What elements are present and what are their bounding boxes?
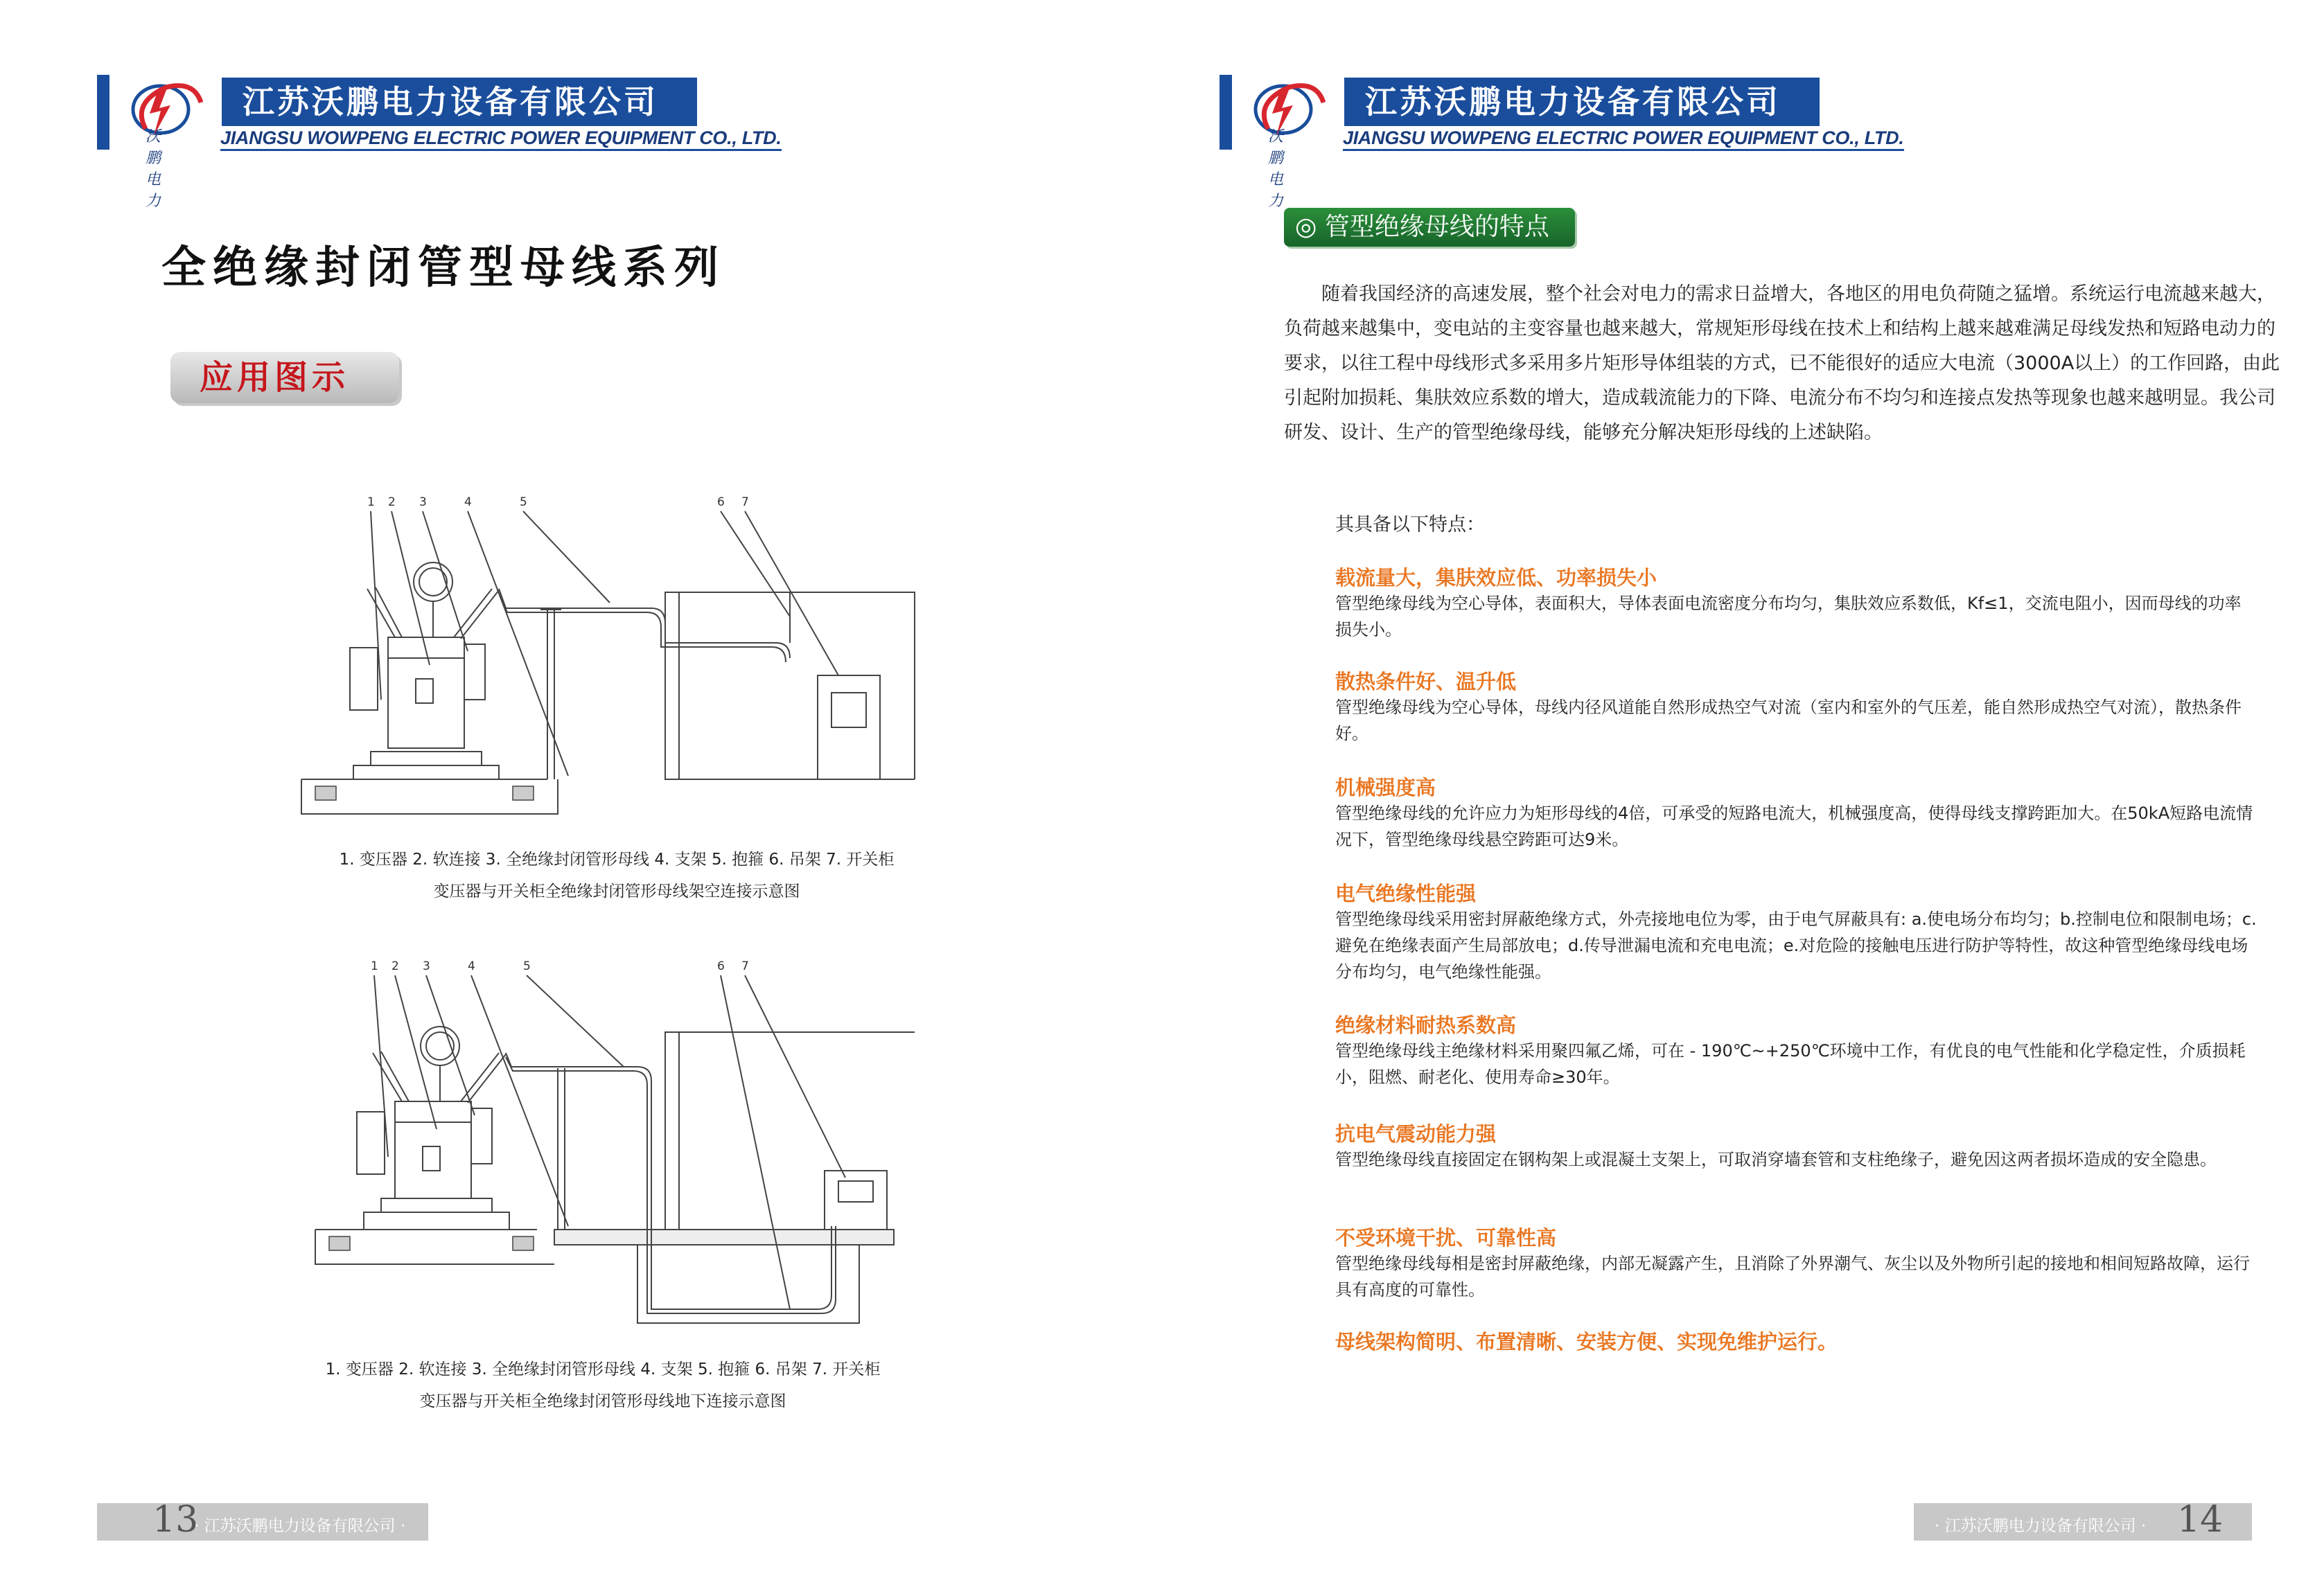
- callout-6: 6: [717, 959, 725, 973]
- page-title: 全绝缘封闭管型母线系列: [161, 242, 725, 294]
- feature-title: 不受环境干扰、可靠性高: [1335, 1226, 1557, 1250]
- feature-body: 管型绝缘母线为空心导体，表面积大，导体表面电流密度分布均匀，集肤效应系数低，Kf≤1，交流电阻小，因而母线的功率损失小。: [1335, 594, 2242, 639]
- footer: [1914, 1499, 2252, 1541]
- company-name-cn: 江苏沃鹏电力设备有限公司: [222, 78, 697, 126]
- right-page: [1162, 0, 2324, 1587]
- logo-text: 沃鹏电力: [1268, 128, 1284, 210]
- feature-body: 管型绝缘母线直接固定在钢构架上或混凝土支架上，可取消穿墙套管和支柱绝缘子，避免因这两者损坏造成的安全隐患。: [1335, 1150, 2217, 1169]
- company-name-en: JIANGSU WOWPENG ELECTRIC POWER EQUIPMENT CO., LTD.: [220, 127, 782, 151]
- overhead-connection-diagram: [291, 485, 928, 824]
- callout-2: 2: [391, 959, 399, 973]
- feature-body: 管型绝缘母线每相是密封屏蔽绝缘，内部无凝露产生，且消除了外界潮气、灰尘以及外物所引起的接地和相间短路故障，运行具有高度的可靠性。: [1335, 1254, 2250, 1300]
- logo-text: 沃鹏电力: [146, 128, 161, 210]
- company-name-cn: 江苏沃鹏电力设备有限公司: [1344, 78, 1820, 126]
- feature-title: 绝缘材料耐热系数高: [1335, 1013, 1517, 1037]
- diagram2-caption: 变压器与开关柜全绝缘封闭管形母线地下连接示意图: [419, 1392, 786, 1410]
- company-logo-icon: [118, 75, 222, 150]
- diagram1-legend: 1. 变压器 2. 软连接 3. 全绝缘封闭管形母线 4. 支架 5. 抱箍 6. 吊架 7. 开关柜: [339, 851, 895, 869]
- callout-1: 1: [371, 959, 378, 973]
- feature-body: 管型绝缘母线为空心导体，母线内径风道能自然形成热空气对流（室内和室外的气压差，能自然形成热空气对流），散热条件好。: [1335, 698, 2242, 743]
- footer: [97, 1499, 428, 1541]
- callout-3: 3: [423, 959, 430, 973]
- callout-7: 7: [741, 959, 749, 973]
- callout-1: 1: [367, 495, 375, 509]
- feature-title: 电气绝缘性能强: [1335, 882, 1477, 905]
- company-name-en: JIANGSU WOWPENG ELECTRIC POWER EQUIPMENT CO., LTD.: [1343, 127, 1904, 151]
- feature-lead: 其具备以下特点：: [1335, 514, 1485, 535]
- callout-2: 2: [388, 495, 396, 509]
- page-number: 13: [152, 1499, 199, 1541]
- callout-7: 7: [741, 495, 749, 509]
- callout-3: 3: [419, 495, 427, 509]
- feature-body: 管型绝缘母线的允许应力为矩形母线的4倍，可承受的短路电流大，机械强度高，使得母线支撑跨距加大。在50kA短路电流情况下，管型绝缘母线悬空跨距可达9米。: [1335, 804, 2253, 849]
- feature-title: 载流量大，集肤效应低、功率损失小: [1335, 566, 1657, 589]
- callout-4: 4: [464, 495, 472, 509]
- diagram1-caption: 变压器与开关柜全绝缘封闭管形母线架空连接示意图: [433, 883, 800, 901]
- diagram2-legend: 1. 变压器 2. 软连接 3. 全绝缘封闭管形母线 4. 支架 5. 抱箍 6. 吊架 7. 开关柜: [325, 1360, 881, 1378]
- section-title: ◎ 管型绝缘母线的特点: [1284, 208, 1575, 247]
- feature-body: 管型绝缘母线采用密封屏蔽绝缘方式，外壳接地电位为零，由于电气屏蔽具有: a.使电场分布均匀；b.控制电位和限制电场；c.避免在绝缘表面产生局部放电；d.传导泄漏电流和充电电流；e.对危险的接触电压进行防护等特性，故这种管型绝缘母线电场分布均匀，电气绝缘性能强。: [1335, 910, 2257, 982]
- underground-connection-diagram: [291, 949, 928, 1344]
- feature-title: 机械强度高: [1335, 776, 1436, 799]
- callout-4: 4: [468, 959, 475, 973]
- footer-company: · 江苏沃鹏电力设备有限公司 ·: [1935, 1517, 2147, 1535]
- header-accent-bar: [97, 75, 109, 150]
- feature-title: 散热条件好、温升低: [1335, 670, 1517, 693]
- feature-title: 抗电气震动能力强: [1335, 1122, 1497, 1146]
- footer-company: · 江苏沃鹏电力设备有限公司 ·: [194, 1517, 406, 1535]
- intro-paragraph: 随着我国经济的高速发展，整个社会对电力的需求日益增大，各地区的用电负荷随之猛增。系统运行电流越来越大，负荷越来越集中，变电站的主变容量也越来越大，常规矩形母线在技术上和结构上越来越难满足母线发热和短路电动力的要求，以往工程中母线形式多采用多片矩形导体组装的方式，已不能很好的适应大电流（3000A以上）的工作回路，由此引起附加损耗、集肤效应系数的增大，造成载流能力的下降、电流分布不均匀和连接点发热等现象也越来越明显。我公司研发、设计、生产的管型绝缘母线，能够充分解决矩形母线的上述缺陷。: [1284, 283, 2280, 443]
- callout-5: 5: [520, 495, 527, 509]
- feature-body: 管型绝缘母线主绝缘材料采用聚四氟乙烯，可在 - 190℃~+250℃环境中工作，有优良的电气性能和化学稳定性，介质损耗小，阻燃、耐老化、使用寿命≥30年。: [1335, 1041, 2246, 1087]
- header-accent-bar: [1220, 75, 1232, 150]
- callout-5: 5: [523, 959, 531, 973]
- feature-title: 母线架构简明、布置清晰、安装方便、实现免维护运行。: [1335, 1330, 1838, 1354]
- callout-6: 6: [717, 495, 725, 509]
- section-label: 应用图示: [170, 352, 399, 403]
- company-logo-icon: [1240, 75, 1344, 150]
- page-number: 14: [2177, 1499, 2224, 1541]
